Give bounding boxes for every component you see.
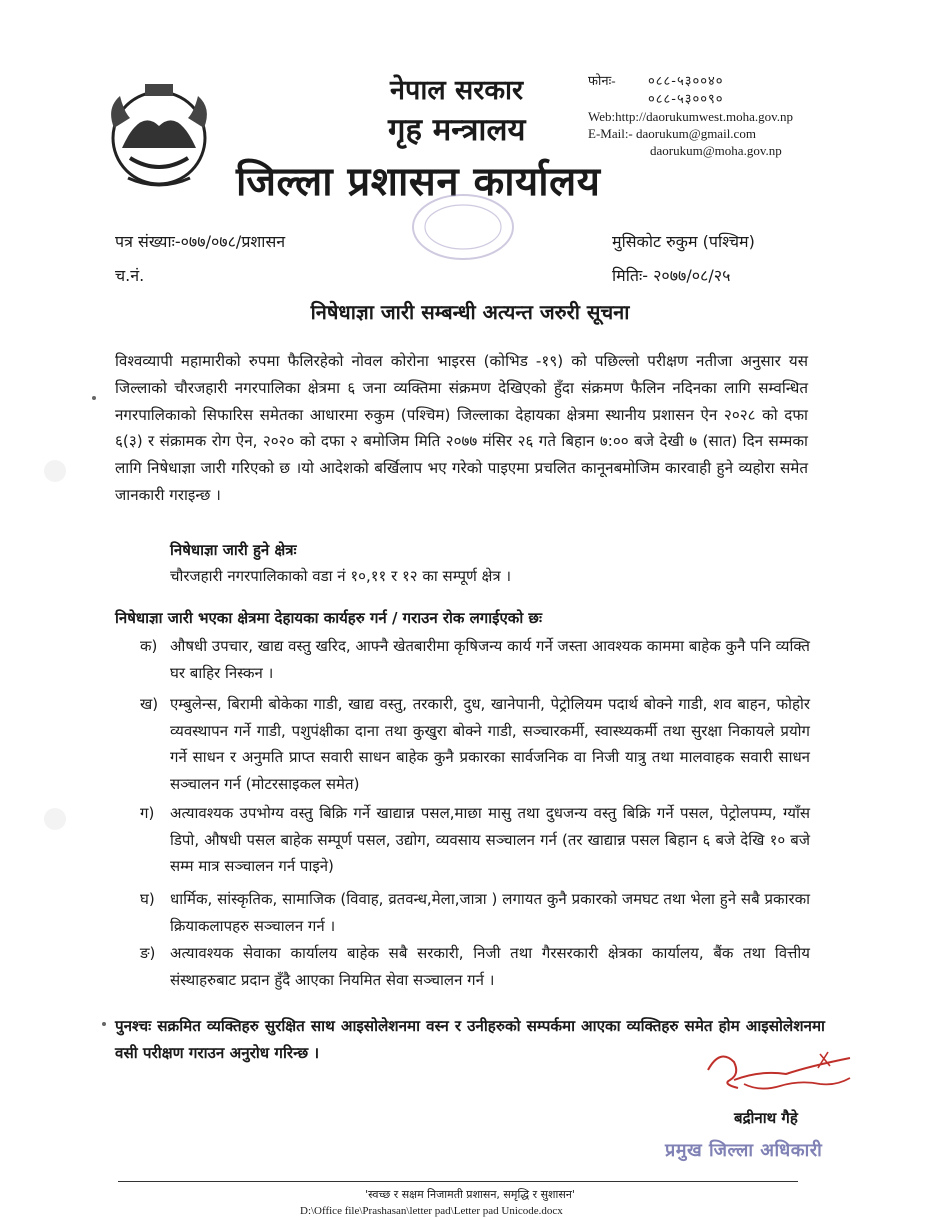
list-item-text: औषधी उपचार, खाद्य वस्तु खरिद, आफ्नै खेतबारीमा कृषिजन्य कार्य गर्ने जस्ता आवश्यक काममा बाहेक कुनै पनि व्यक्ति घर बाहिर निस्कन । (170, 637, 810, 682)
ministry-name: गृह मन्त्रालय (388, 112, 526, 148)
list-item (140, 886, 810, 939)
handwritten-signature-icon (700, 1040, 860, 1100)
punch-hole (44, 460, 66, 482)
phone-2: ०८८-५३००९० (648, 92, 724, 107)
email-label: E-Mail:- (588, 126, 633, 141)
punch-hole (44, 808, 66, 830)
list-item-key: ग) (140, 804, 155, 822)
date: मितिः- २०७७/०८/२५ (612, 266, 731, 285)
office-stamp-icon (408, 190, 518, 264)
list-item-key: घ) (140, 890, 155, 908)
footer-file-path: D:\Office file\Prashasan\letter pad\Letter pad Unicode.docx (300, 1205, 563, 1217)
dispatch-number: च.नं. (115, 266, 145, 285)
margin-dot (102, 1022, 106, 1026)
margin-dot (92, 396, 96, 400)
signer-designation: प्रमुख जिल्ला अधिकारी (665, 1140, 823, 1161)
government-name: नेपाल सरकार (390, 75, 524, 106)
phone-label: फोनः- (588, 73, 616, 88)
website: Web:http://daorukumwest.moha.gov.np (588, 109, 793, 124)
list-item (140, 940, 810, 993)
email-1: daorukum@gmail.com (636, 126, 756, 141)
footer-motto: 'स्वच्छ र सक्षम निजामती प्रशासन, समृद्धि र सुशासन' (365, 1188, 575, 1201)
closing-note: पुनश्चः सक्रमित व्यक्तिहरु सुरक्षित साथ आइसोलेशनमा वस्न र उनीहरुको सम्पर्कमा आएका व्यक्तिहरु समेत होम आइसोलेशनमा वसी परीक्षण गराउन अनुरोध गरिन्छ । (115, 1017, 825, 1062)
prohibited-heading: निषेधाज्ञा जारी भएका क्षेत्रमा देहायका कार्यहरु गर्न / गराउन रोक लगाईएको छः (115, 609, 542, 627)
list-item (140, 800, 810, 880)
place: मुसिकोट रुकुम (पश्चिम) (612, 232, 755, 251)
contact-block (588, 72, 793, 159)
area-heading: निषेधाज्ञा जारी हुने क्षेत्रः (170, 541, 297, 559)
notice-title: निषेधाज्ञा जारी सम्बन्धी अत्यन्त जरुरी सूचना (310, 300, 630, 324)
list-item-text: धार्मिक, सांस्कृतिक, सामाजिक (विवाह, व्रतवन्ध,मेला,जात्रा ) लगायत कुनै प्रकारको जमघट तथा भेला हुने सबै प्रकारका क्रियाकलापहरु सञ्चालन गर्न । (170, 890, 810, 935)
nepal-emblem-icon (100, 78, 218, 190)
reference-number: पत्र संख्याः-०७७/०७८/प्रशासन (115, 232, 286, 251)
list-item-text: अत्यावश्यक उपभोग्य वस्तु बिक्रि गर्ने खाद्यान्न पसल,माछा मासु तथा दुधजन्य वस्तु बिक्रि गर्ने पसल, पेट्रोलपम्प, ग्याँस डिपो, औषधी पसल बाहेक सम्पूर्ण पसल, उद्योग, व्यवसाय सञ्चालन गर्न (तर खाद्यान्न पसल बिहान ६ बजे देखि १० बजे सम्म मात्र सञ्चालन गर्न पाइने) (170, 804, 810, 875)
list-item (140, 633, 810, 686)
list-item (140, 691, 810, 797)
notice-paragraph: विश्वव्यापी महामारीको रुपमा फैलिरहेको नोवल कोरोना भाइरस (कोभिड -१९) को पछिल्लो परीक्षण नतीजा अनुसार यस जिल्लाको चौरजहारी नगरपालिका क्षेत्रमा ६ जना व्यक्तिमा संक्रमण देखिएको हुँदा संक्रमण फैलिन नदिनका लागि सम्वन्धित नगरपालिकाको सिफारिस समेतका आधारमा रुकुम (पश्चिम) जिल्लाका देहायका क्षेत्रमा स्थानीय प्रशासन ऐन २०२८ को दफा ६(३) र संक्रामक रोग ऐन, २०२० को दफा २ बमोजिम मिति २०७७ मंसिर २६ गते बिहान ७:०० बजे देखी ७ (सात) दिन सम्मका लागि निषेधाज्ञा जारी गरिएको छ ।यो आदेशको बर्खिलाप भए गरेको पाइएमा प्रचलित कानूनबमोजिम कारवाही हुने व्यहोरा समेत जानकारी गराइन्छ । (115, 352, 808, 504)
list-item-text: एम्बुलेन्स, बिरामी बोकेका गाडी, खाद्य वस्तु, तरकारी, दुध, खानेपानी, पेट्रोलियम पदार्थ बोक्ने गाडी, शव बाहन, फोहोर व्यवस्थापन गर्ने गाडी, पशुपंक्षीका दाना तथा कुखुरा बोक्ने गाडी, सञ्चारकर्मी, स्वास्थ्यकर्मी तथा सुरक्षा निकायले प्रयोग गर्ने साधन र अनुमति प्राप्त सवारी साधन बाहेक कुनै प्रकारका सार्वजनिक वा निजी यात्रु तथा मालवाहक सवारी साधन सञ्चालन गर्न (मोटरसाइकल समेत) (170, 695, 810, 793)
footer-divider (118, 1181, 798, 1182)
email-2: daorukum@moha.gov.np (650, 143, 782, 158)
list-item-key: क) (140, 637, 158, 655)
list-item-key: ख) (140, 695, 159, 713)
area-text: चौरजहारी नगरपालिकाको वडा नं १०,११ र १२ का सम्पूर्ण क्षेत्र । (170, 567, 512, 585)
list-item-key: ङ) (140, 944, 156, 962)
signer-name: बद्रीनाथ गैहे (734, 1109, 798, 1127)
phone-1: ०८८-५३००४० (648, 74, 724, 89)
office-name: जिल्ला प्रशासन कार्यालय (236, 159, 601, 205)
list-item-text: अत्यावश्यक सेवाका कार्यालय बाहेक सबै सरकारी, निजी तथा गैरसरकारी क्षेत्रका कार्यालय, बैंक तथा वित्तीय संस्थाहरुबाट प्रदान हुँदै आएका नियमित सेवा सञ्चालन गर्न । (170, 944, 810, 989)
